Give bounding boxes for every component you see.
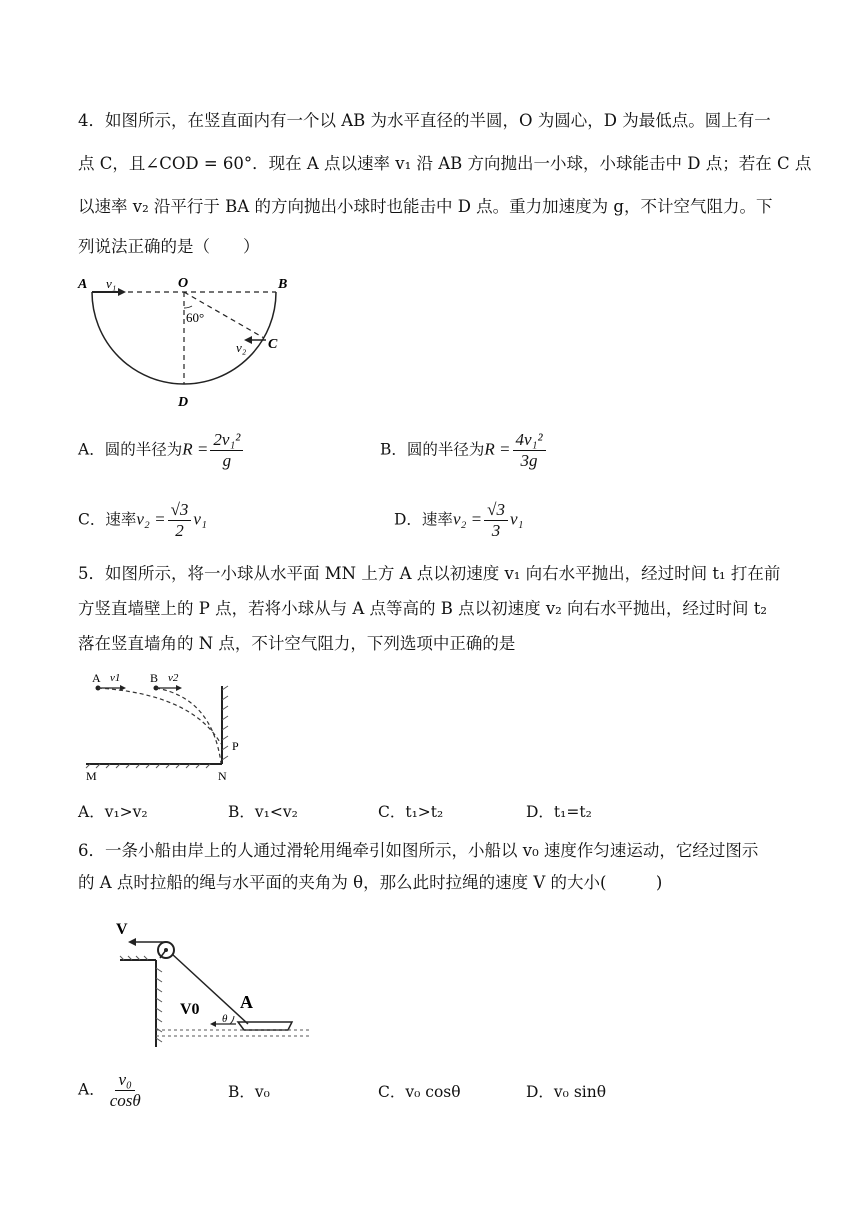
q4-label-D: D	[178, 395, 189, 410]
q6-option-d: D．v₀ sinθ	[526, 1083, 607, 1101]
q6-label-A: A	[240, 992, 253, 1012]
q6-line-2: 的 A 点时拉船的绳与水平面的夹角为 θ，那么此时拉绳的速度 V 的大小( )	[78, 873, 663, 892]
q4-option-b-lhs: R =	[484, 439, 511, 459]
q4-label-v2: v₂	[236, 340, 247, 355]
q5-label-M: M	[86, 769, 97, 783]
q6-option-b: B．v₀	[228, 1083, 270, 1101]
q4-option-a-fraction	[210, 430, 243, 471]
q4-option-c-prefix: C．速率	[78, 510, 137, 529]
q5-option-a: A．v₁>v₂	[78, 803, 148, 821]
q4-option-b-fraction	[513, 430, 546, 471]
q6-label-theta: θ	[222, 1013, 228, 1025]
q5-line-1: 5．如图所示，将一小球从水平面 MN 上方 A 点以初速度 v₁ 向右水平抛出，经过时间 t₁ 打在前	[78, 564, 781, 583]
q4-option-a-lhs: R =	[182, 439, 209, 459]
q6-option-a-prefix: A．	[78, 1080, 105, 1099]
q4-label-C: C	[268, 337, 278, 352]
q6-option-a-fraction	[107, 1070, 144, 1111]
q4-label-A: A	[78, 277, 88, 292]
q5-line-3: 落在竖直墙角的 N 点，不计空气阻力，下列选项中正确的是	[78, 634, 516, 653]
q4-line-4: 列说法正确的是（ ）	[78, 237, 260, 256]
q6-label-V0: V0	[180, 1001, 200, 1018]
q5-projectile-figure	[82, 668, 252, 788]
q4-semicircle-figure	[76, 272, 306, 412]
q4-option-d-tail: v₁	[509, 509, 524, 529]
q5-option-d: D．t₁=t₂	[526, 803, 592, 821]
q4-line-1: 4．如图所示，在竖直面内有一个以 AB 为水平直径的半圆，O 为圆心，D 为最低点。圆上有一	[78, 111, 771, 130]
q4-option-a	[78, 430, 245, 471]
q4-option-c-num: √3	[168, 500, 192, 521]
q5-label-P: P	[232, 739, 239, 753]
q4-option-d-num: √3	[484, 500, 508, 521]
q4-option-a-den: g	[222, 451, 232, 470]
q4-option-d-prefix: D．速率	[394, 510, 453, 529]
q6-label-V: V	[116, 921, 128, 938]
q5-label-A: A	[92, 671, 101, 685]
q4-label-B: B	[278, 277, 288, 292]
q4-option-a-num: 2v₁²	[210, 430, 243, 451]
q4-line-3: 以速率 v₂ 沿平行于 BA 的方向抛出小球时也能击中 D 点。重力加速度为 g，不计空气阻力。下	[78, 197, 773, 216]
q4-label-angle: 60°	[186, 310, 205, 325]
q5-label-v2: v2	[168, 672, 179, 684]
q4-option-d	[394, 500, 523, 541]
q4-option-c-den: 2	[175, 521, 184, 540]
q4-option-b	[380, 430, 548, 471]
q4-option-b-den: 3g	[520, 451, 538, 470]
q4-option-a-prefix: A．圆的半径为	[78, 440, 183, 459]
q6-option-a-num: v₀	[115, 1070, 134, 1091]
q5-label-B: B	[150, 671, 159, 685]
q6-boat-pulley-figure	[110, 912, 320, 1052]
q5-option-b: B．v₁<v₂	[228, 803, 298, 821]
q4-option-d-den: 3	[491, 521, 501, 540]
q4-line-2: 点 C，且∠COD = 60°．现在 A 点以速率 v₁ 沿 AB 方向抛出一小球，小球能击中 D 点；若在 C 点	[78, 154, 812, 173]
q5-label-N: N	[218, 769, 227, 783]
q5-option-c: C．t₁>t₂	[378, 803, 444, 821]
q4-option-c-lhs: v₂ =	[136, 509, 166, 529]
q6-line-1: 6．一条小船由岸上的人通过滑轮用绳牵引如图所示，小船以 v₀ 速度作匀速运动，它经过图示	[78, 841, 759, 860]
q4-option-b-prefix: B．圆的半径为	[380, 440, 485, 459]
q6-option-a-den: cosθ	[109, 1091, 141, 1110]
q4-label-O: O	[178, 276, 189, 291]
q4-label-v1: v₁	[106, 276, 117, 291]
q4-option-c-fraction	[168, 500, 192, 541]
q4-option-c-tail: v₁	[193, 509, 207, 529]
q6-option-c: C．v₀ cosθ	[378, 1083, 461, 1101]
q5-line-2: 方竖直墙壁上的 P 点，若将小球从与 A 点等高的 B 点以初速度 v₂ 向右水平抛出，经过时间 t₂	[78, 599, 768, 618]
q4-option-c	[78, 500, 207, 541]
q4-option-d-fraction	[484, 500, 508, 541]
q4-option-d-lhs: v₂ =	[452, 509, 483, 529]
q4-option-b-num: 4v₁²	[513, 430, 546, 451]
q6-option-a	[78, 1070, 146, 1111]
q5-label-v1: v1	[110, 672, 121, 684]
